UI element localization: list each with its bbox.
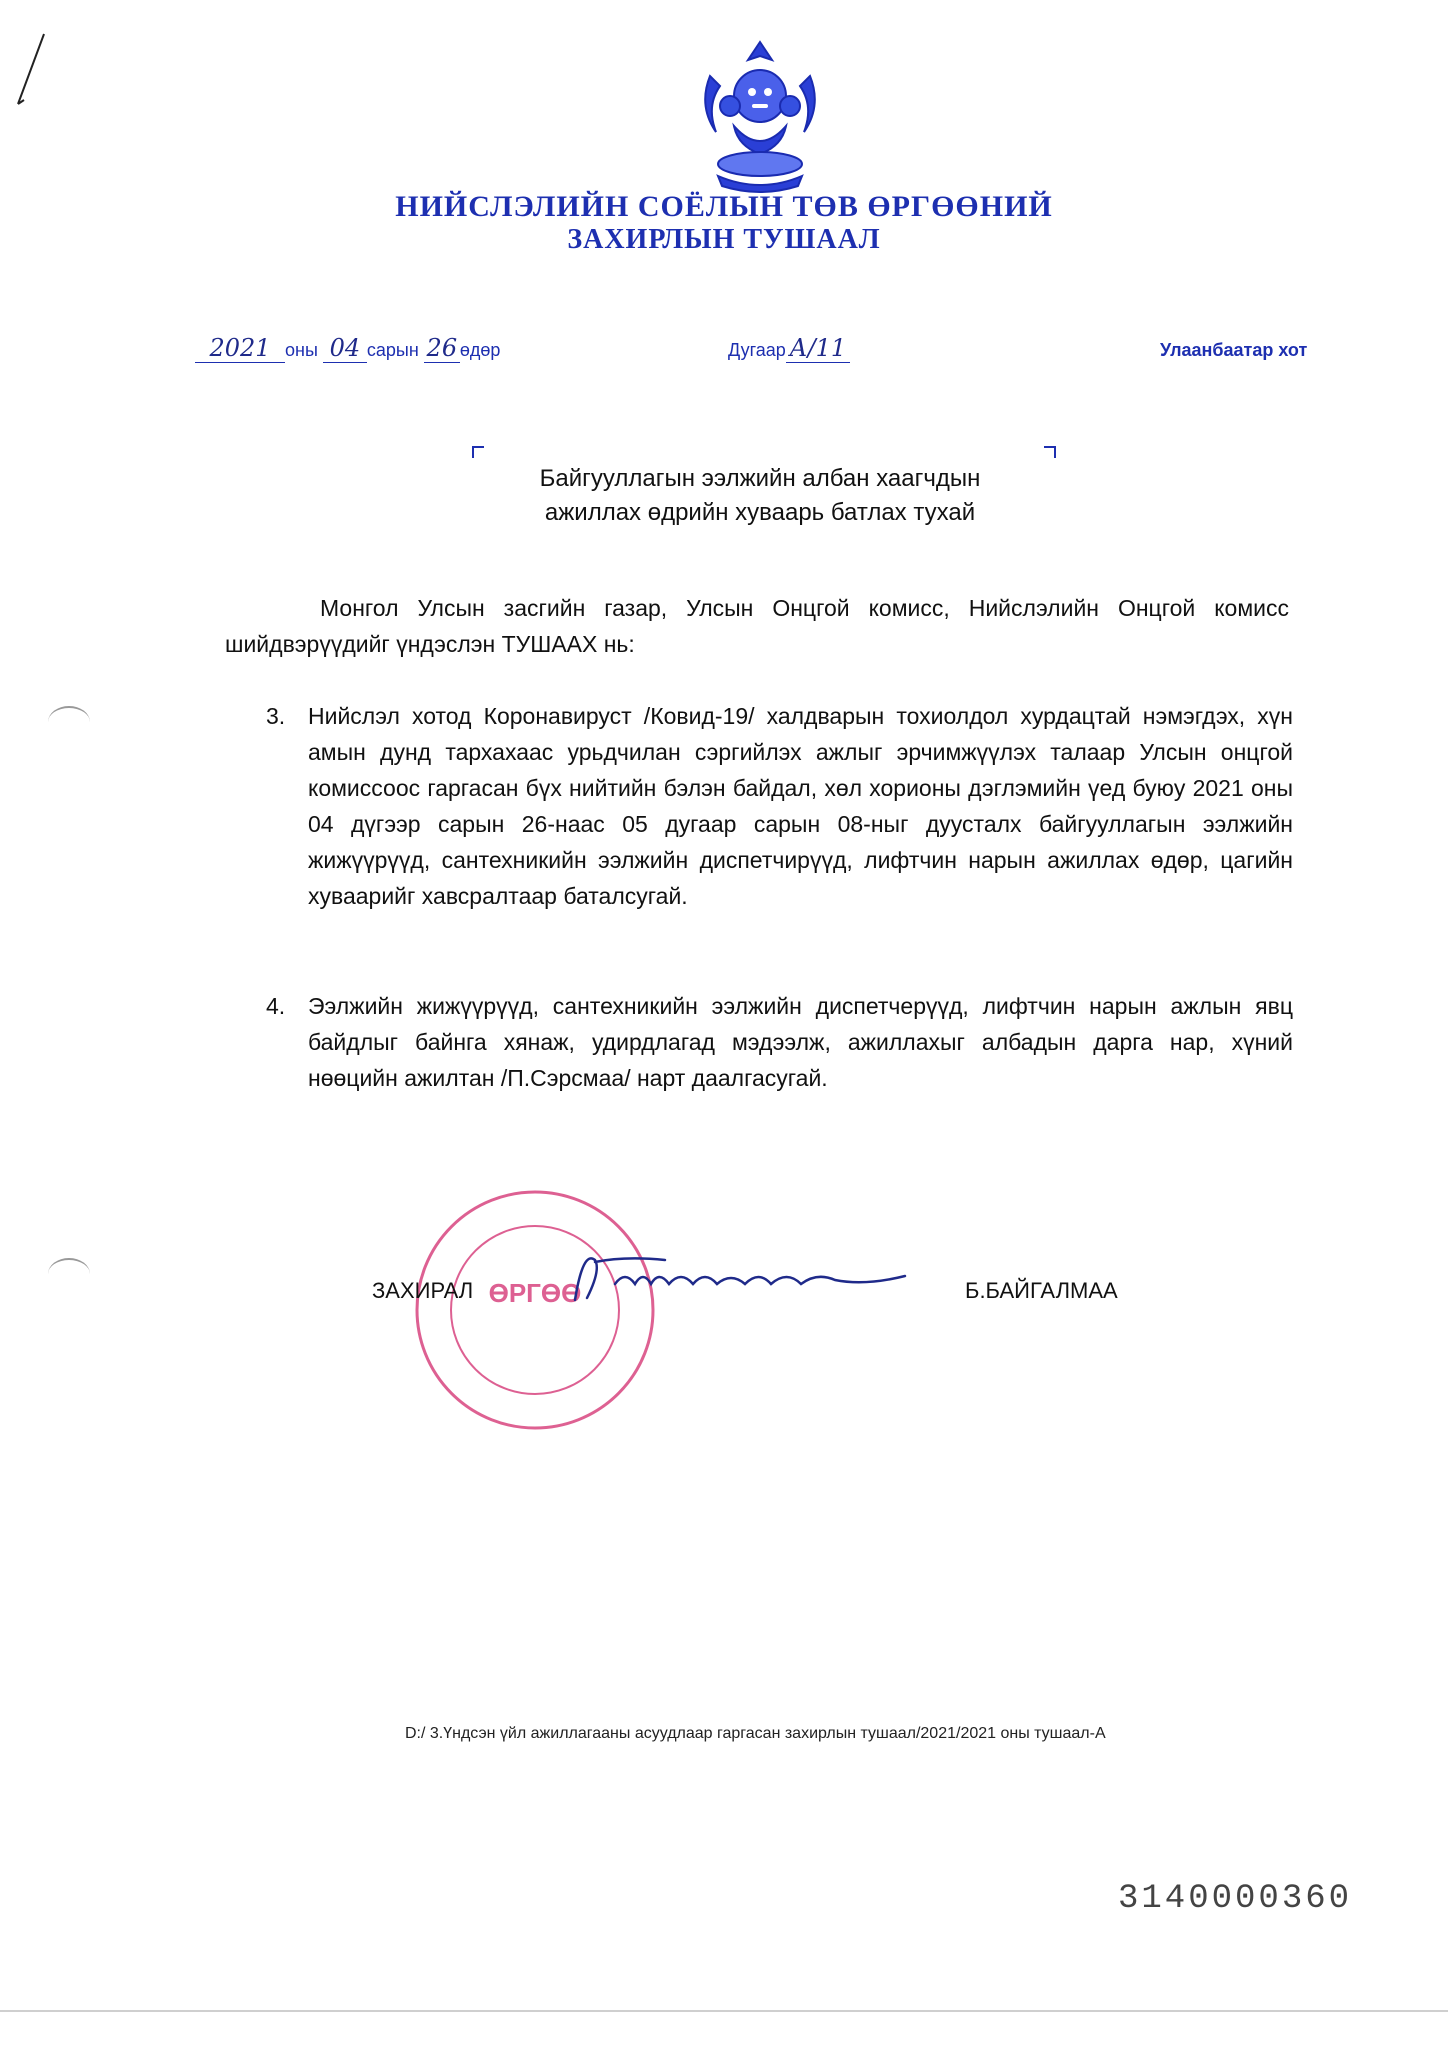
order-item (266, 698, 1293, 914)
serial-number: 3140000360 (1118, 1880, 1353, 1918)
punch-hole (48, 1258, 90, 1290)
date-month-suffix: сарын (366, 340, 419, 360)
order-number-value: А/11 (786, 334, 850, 363)
page-edge (0, 2010, 1448, 2012)
date-year: 2021 (195, 334, 285, 363)
punch-hole (48, 706, 90, 738)
org-title-line2: ЗАХИРЛЫН ТУШААЛ (567, 224, 881, 255)
order-subject (460, 462, 1060, 530)
order-date (195, 334, 500, 363)
date-day-suffix: өдөр (459, 340, 501, 360)
date-year-suffix: оны (285, 340, 318, 360)
subject-corner-left (472, 446, 484, 458)
order-item (266, 988, 1293, 1096)
signatory-name: Б.БАЙГАЛМАА (965, 1278, 1118, 1303)
item-number: 3. (266, 703, 286, 729)
subject-line1: Байгууллагын ээлжийн албан хаагчдын (539, 465, 981, 492)
order-number (728, 334, 850, 363)
pen-mark (10, 30, 50, 110)
order-number-label: Дугаар (728, 340, 786, 360)
city: Улаанбаатар хот (1160, 340, 1308, 360)
item-text: Нийслэл хотод Коронавируст /Ковид-19/ халдварын тохиолдол хурдацтай нэмэгдэх, хүн амын дунд тархахаас урьдчилан сэргийлэх ажлыг эрчимжүүлэх талаар Улсын онцгой комиссоос гаргасан бүх нийтийн бэлэн байдал, хөл хорионы дэглэмийн үед буюу 2021 оны 04 дүгээр сарын 26-наас 05 дугаар сарын 08-ныг дуусталх байгууллагын ээлжийн жижүүрүүд, сантехникийн ээлжийн диспетчирүүд, лифтчин нарын ажиллах өдөр, цагийн хуваарийг хавсралтаар баталсугай. (308, 703, 1293, 909)
item-text: Ээлжийн жижүүрүүд, сантехникийн ээлжийн диспетчерүүд, лифтчин нарын ажлын явц байдлыг байнга хянаж, удирдлагад мэдээлж, ажиллахыг албадын дарга нар, хүний нөөцийн ажилтан /П.Сэрсмаа/ нарт даалгасугай. (308, 993, 1293, 1091)
handwritten-signature (555, 1240, 935, 1320)
intro-paragraph: Монгол Улсын засгийн газар, Улсын Онцгой комисс, Нийслэлийн Онцгой комисс шийдвэрүүдийг үндэслэн ТУШААХ нь: (225, 595, 1289, 657)
date-day: 26 (424, 334, 460, 363)
file-path: D:/ 3.Үндсэн үйл ажиллагааны асуудлаар гаргасан захирлын тушаал/2021/2021 оны тушаал-А (405, 1725, 1106, 1742)
subject-corner-right (1044, 446, 1056, 458)
subject-line2: ажиллах өдрийн хуваарь батлах тухай (544, 499, 976, 526)
date-month: 04 (323, 334, 367, 363)
seal-text: ӨРГӨӨ (488, 1278, 582, 1308)
org-title-line1: НИЙСЛЭЛИЙН СОЁЛЫН ТӨВ ӨРГӨӨНИЙ (395, 190, 1053, 223)
signatory-title: ЗАХИРАЛ (372, 1278, 474, 1303)
soyombo-emblem-icon (690, 36, 830, 196)
item-number: 4. (266, 993, 286, 1019)
